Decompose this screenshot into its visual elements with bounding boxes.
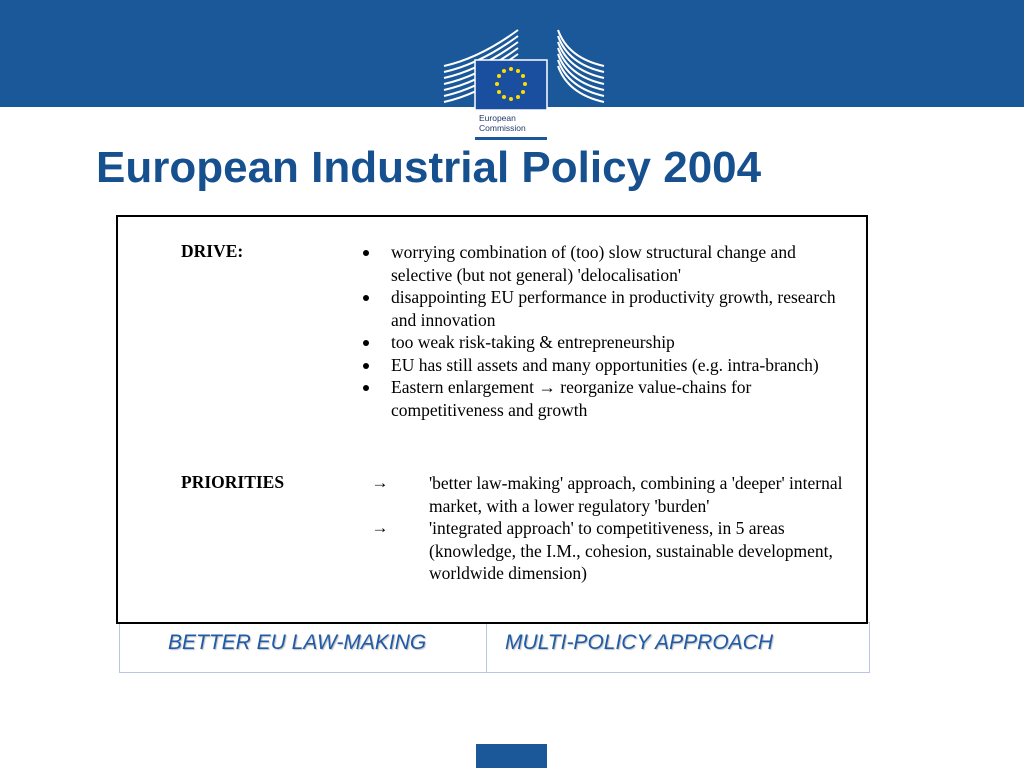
tab-better-eu-law-making[interactable]: BETTER EU LAW-MAKING <box>168 631 427 654</box>
slide-title: European Industrial Policy 2004 <box>96 143 762 192</box>
tab-divider <box>486 623 487 672</box>
drive-item <box>360 241 850 286</box>
bullet-icon <box>363 340 369 346</box>
priorities-list <box>371 472 851 585</box>
drive-item <box>360 286 850 331</box>
priority-item-text: 'integrated approach' to competitiveness, in 5 areas (knowledge, the I.M., cohesion, sustainable development, worldwide dimension) <box>429 518 833 583</box>
priority-item <box>371 517 851 585</box>
logo-text <box>475 111 547 138</box>
drive-item <box>360 376 850 421</box>
bullet-icon <box>363 295 369 301</box>
logo-text-line1: European <box>479 113 516 123</box>
logo-text-line2: Commission <box>479 123 526 133</box>
priority-item <box>371 472 851 517</box>
drive-label: DRIVE: <box>181 241 244 261</box>
right-arrow-icon: → <box>371 518 389 537</box>
drive-item-text: EU has still assets and many opportunities (e.g. intra-branch) <box>391 354 819 375</box>
drive-item-text: too weak risk-taking & entrepreneurship <box>391 332 675 352</box>
drive-item-text: Eastern enlargement → reorganize value-chains for competitiveness and growth <box>391 377 752 420</box>
drive-list <box>360 241 850 421</box>
priority-item-text: 'better law-making' approach, combining a 'deeper' internal market, with a lower regulatory 'burden' <box>429 473 843 516</box>
policy-summary-box <box>116 215 868 624</box>
policy-tabs <box>119 622 870 673</box>
bullet-icon <box>363 250 369 256</box>
drive-item <box>360 331 850 354</box>
drive-item-text: worrying combination of (too) slow structural change and selective (but not general) 'delocalisation' <box>391 242 796 285</box>
drive-item <box>360 354 850 377</box>
drive-item-text: disappointing EU performance in productivity growth, research and innovation <box>391 287 836 330</box>
priorities-label: PRIORITIES <box>181 472 285 492</box>
bullet-icon <box>363 385 369 391</box>
right-arrow-icon: → <box>371 473 389 492</box>
tab-multi-policy-approach[interactable]: MULTI-POLICY APPROACH <box>505 631 773 654</box>
building-stripes-right <box>558 30 604 108</box>
footer-blue-square <box>476 744 547 768</box>
bullet-icon <box>363 363 369 369</box>
